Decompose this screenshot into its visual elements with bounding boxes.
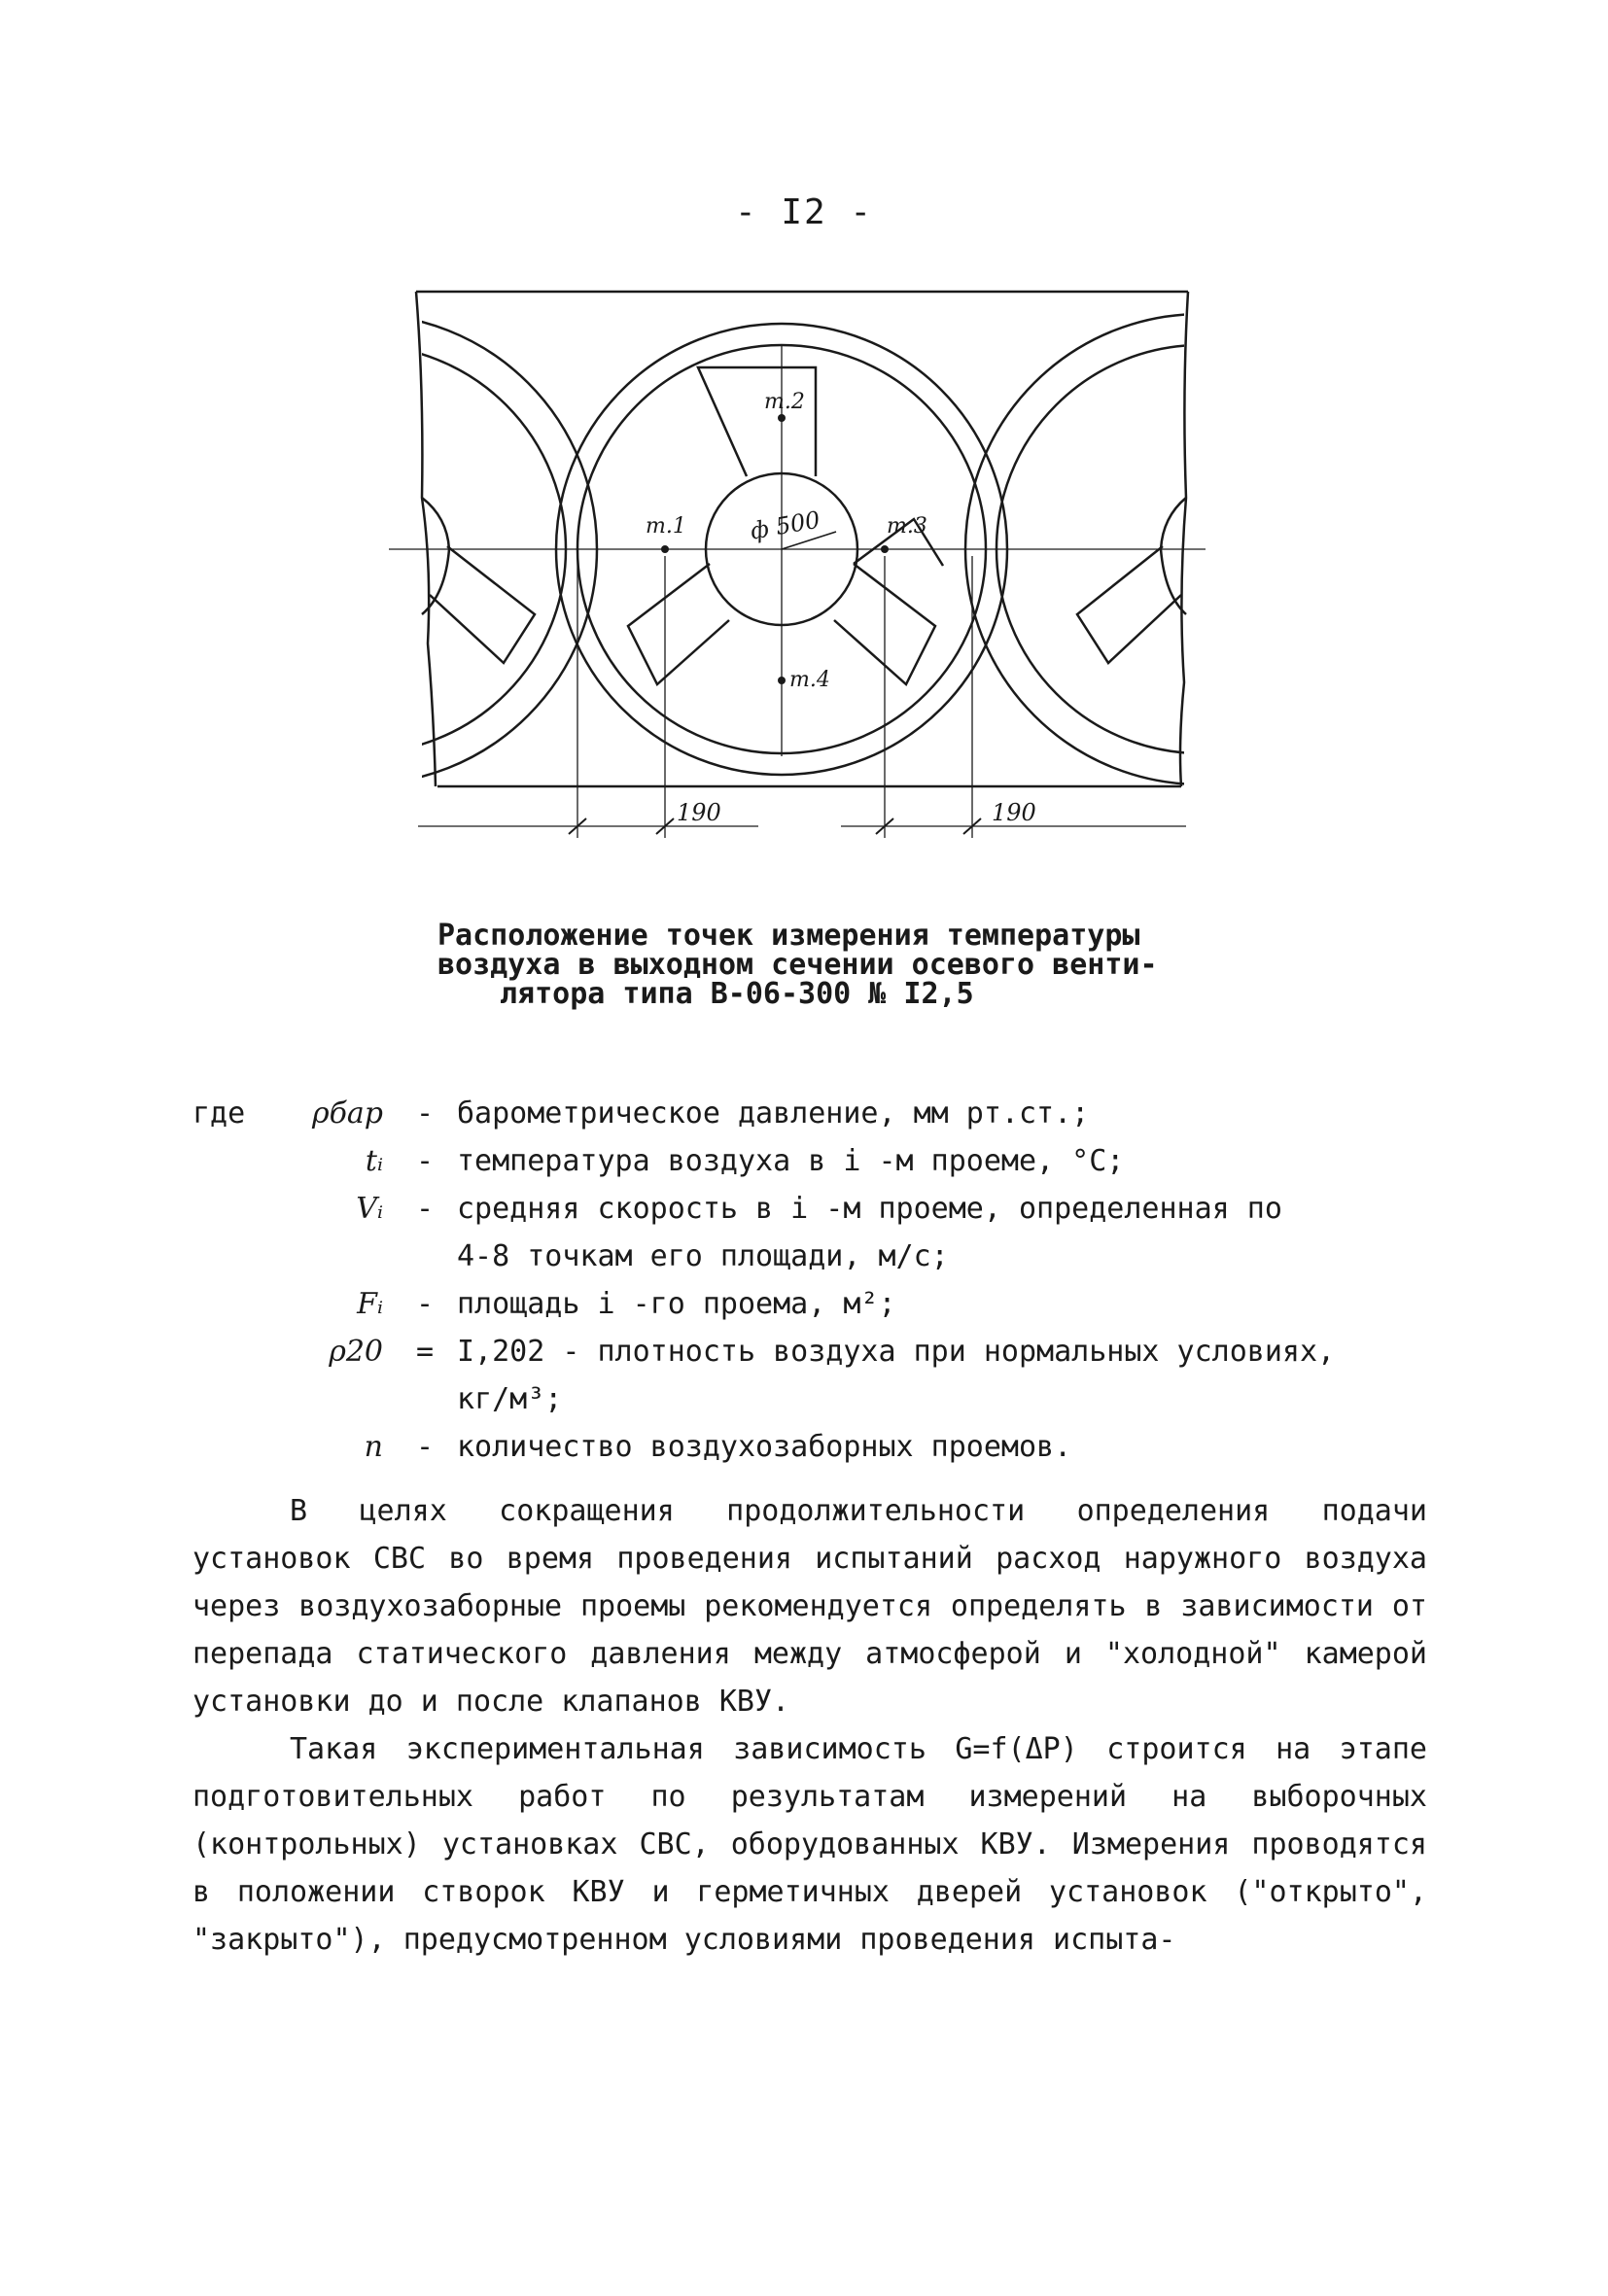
legend-separator: - — [416, 1192, 435, 1226]
label-point-3: т.3 — [887, 514, 927, 539]
legend-description: площадь i -го проема, м²; — [457, 1287, 896, 1321]
label-point-1: т.1 — [646, 514, 686, 539]
legend-separator: - — [416, 1144, 435, 1178]
legend-continuation: кг/м³; — [457, 1382, 563, 1416]
figure-caption — [437, 919, 1312, 1011]
label-dim-left: 190 — [677, 799, 721, 826]
legend-description: температура воздуха в i -м проеме, °С; — [457, 1144, 1125, 1178]
body-text — [192, 1487, 1427, 1964]
legend-separator: = — [416, 1335, 435, 1369]
frame-right-edge — [1180, 292, 1188, 786]
caption-line-2: воздуха в выходном сечении осевого венти- — [437, 948, 1158, 982]
measurement-point-1 — [661, 545, 669, 553]
legend-description: количество воздухозаборных проемов. — [457, 1430, 1072, 1464]
label-point-2: т.2 — [764, 390, 805, 414]
paragraph: В целях сокращения продолжительности определения подачи установок СВС во время проведения испытаний расход наружного воздуха через воздухозаборные проемы рекомендуется определять в зависимости от перепада статического давления между атмосферой и "холодной" камерой установки до и после клапанов КВУ. — [192, 1494, 1427, 1719]
legend-symbol: ρбар — [311, 1096, 383, 1131]
frame-left-edge — [416, 292, 436, 786]
legend-symbol: n — [364, 1430, 383, 1464]
measurement-point-3 — [881, 545, 889, 553]
legend-continuation: 4-8 точкам его площади, м/с; — [457, 1239, 949, 1273]
label-hub-diameter: ф 500 — [748, 505, 822, 545]
blade-top — [698, 367, 816, 476]
legend-separator: - — [416, 1096, 435, 1131]
legend-row-temperature — [0, 1144, 1608, 1191]
legend-row-area — [0, 1287, 1608, 1334]
legend-row-count — [0, 1430, 1608, 1477]
legend-row-pressure — [0, 1096, 1608, 1143]
legend-separator: - — [416, 1287, 435, 1321]
label-point-4: т.4 — [789, 668, 830, 692]
label-dim-right: 190 — [992, 799, 1036, 826]
page-number: - I2 - — [734, 192, 874, 232]
measurement-point-2 — [778, 414, 786, 422]
paragraph: Такая экспериментальная зависимость G=f(ΔP) строится на этапе подготовительных работ по результатам измерений на выборочных (контрольных) установках СВС, оборудованных КВУ. Измерения проводятся в положении створок КВУ и герметичных дверей установок ("открыто", "закрыто"), предусмотренном условиями проведения испыта- — [192, 1732, 1427, 1957]
caption-line-1: Расположение точек измерения температуры — [437, 919, 1140, 953]
legend-row-density — [0, 1335, 1608, 1381]
legend-symbol: ρ20 — [329, 1335, 383, 1369]
measurement-point-4 — [778, 677, 786, 684]
legend-symbol: Vᵢ — [356, 1192, 383, 1226]
legend-description: I,202 - плотность воздуха при нормальных условиях, — [457, 1335, 1336, 1369]
legend-symbol: Fᵢ — [357, 1287, 383, 1321]
legend-lead: где — [192, 1096, 246, 1131]
legend-description: средняя скорость в i -м проеме, определенная по — [457, 1192, 1282, 1226]
fan-measurement-diagram — [389, 274, 1206, 838]
caption-line-3: лятора типа В-06-300 № I2,5 — [500, 977, 974, 1011]
legend-symbol: tᵢ — [365, 1144, 383, 1178]
legend-separator: - — [416, 1430, 435, 1464]
legend-description: барометрическое давление, мм рт.ст.; — [457, 1096, 1090, 1131]
legend-row-velocity — [0, 1192, 1608, 1238]
